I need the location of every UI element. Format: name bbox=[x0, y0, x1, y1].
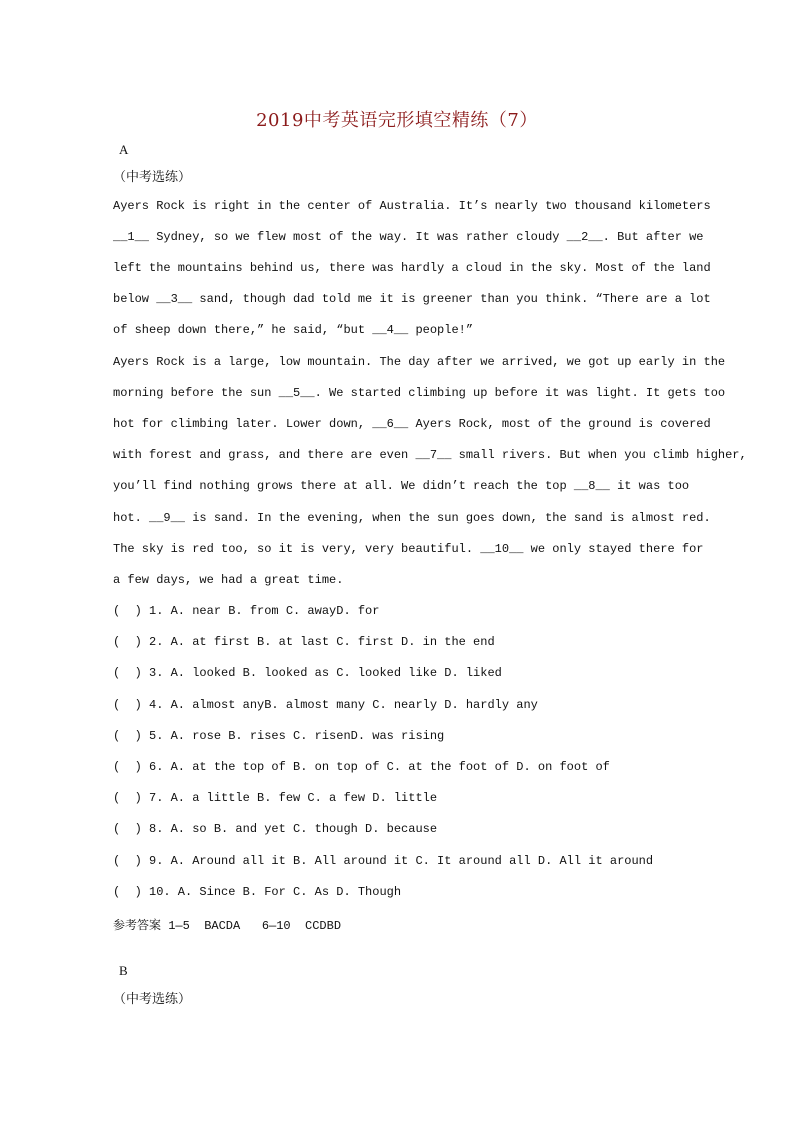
question-option-line: ( ) 1. A. near B. from C. awayD. for bbox=[113, 604, 380, 618]
document-title: 2019中考英语完形填空精练（7） bbox=[256, 110, 538, 131]
passage-line: Ayers Rock is right in the center of Australia. It’s nearly two thousand kilometers bbox=[113, 199, 711, 213]
question-option-line: ( ) 6. A. at the top of B. on top of C. at the foot of D. on foot of bbox=[113, 760, 610, 774]
question-option-line: ( ) 3. A. looked B. looked as C. looked like D. liked bbox=[113, 666, 502, 680]
passage-line: hot for climbing later. Lower down, __6__ Ayers Rock, most of the ground is covered bbox=[113, 417, 711, 431]
passage-line: below __3__ sand, though dad told me it is greener than you think. “There are a lot bbox=[113, 292, 711, 306]
question-option-line: ( ) 4. A. almost anyB. almost many C. nearly D. hardly any bbox=[113, 698, 538, 712]
passage-line: left the mountains behind us, there was hardly a cloud in the sky. Most of the land bbox=[113, 261, 711, 275]
passage-line: morning before the sun __5__. We started climbing up before it was light. It gets too bbox=[113, 386, 726, 400]
section-a-source: （中考选练） bbox=[113, 170, 192, 185]
passage-line: a few days, we had a great time. bbox=[113, 573, 344, 587]
question-option-line: ( ) 8. A. so B. and yet C. though D. because bbox=[113, 822, 438, 836]
question-option-line: ( ) 2. A. at first B. at last C. first D. in the end bbox=[113, 635, 495, 649]
passage-line: __1__ Sydney, so we flew most of the way. It was rather cloudy __2__. But after we bbox=[113, 230, 704, 244]
answer-key: 参考答案 1—5 BACDA 6—10 CCDBD bbox=[113, 919, 342, 933]
question-option-line: ( ) 5. A. rose B. rises C. risenD. was rising bbox=[113, 729, 445, 743]
question-option-line: ( ) 10. A. Since B. For C. As D. Though bbox=[113, 885, 402, 899]
question-option-line: ( ) 7. A. a little B. few C. a few D. little bbox=[113, 791, 438, 805]
question-option-line: ( ) 9. A. Around all it B. All around it C. It around all D. All it around bbox=[113, 854, 654, 868]
section-a-label: A bbox=[119, 142, 129, 157]
passage-line: The sky is red too, so it is very, very beautiful. __10__ we only stayed there for bbox=[113, 542, 704, 556]
passage-line: Ayers Rock is a large, low mountain. The day after we arrived, we got up early in the bbox=[113, 355, 726, 369]
passage-line: hot. __9__ is sand. In the evening, when the sun goes down, the sand is almost red. bbox=[113, 511, 711, 525]
passage-line: with forest and grass, and there are even __7__ small rivers. But when you climb higher, bbox=[113, 448, 747, 462]
section-b-label: B bbox=[119, 963, 128, 978]
section-b-source: （中考选练） bbox=[113, 992, 192, 1007]
passage-line: of sheep down there,” he said, “but __4__ people!” bbox=[113, 323, 474, 337]
passage-line: you’ll find nothing grows there at all. We didn’t reach the top __8__ it was too bbox=[113, 479, 690, 493]
